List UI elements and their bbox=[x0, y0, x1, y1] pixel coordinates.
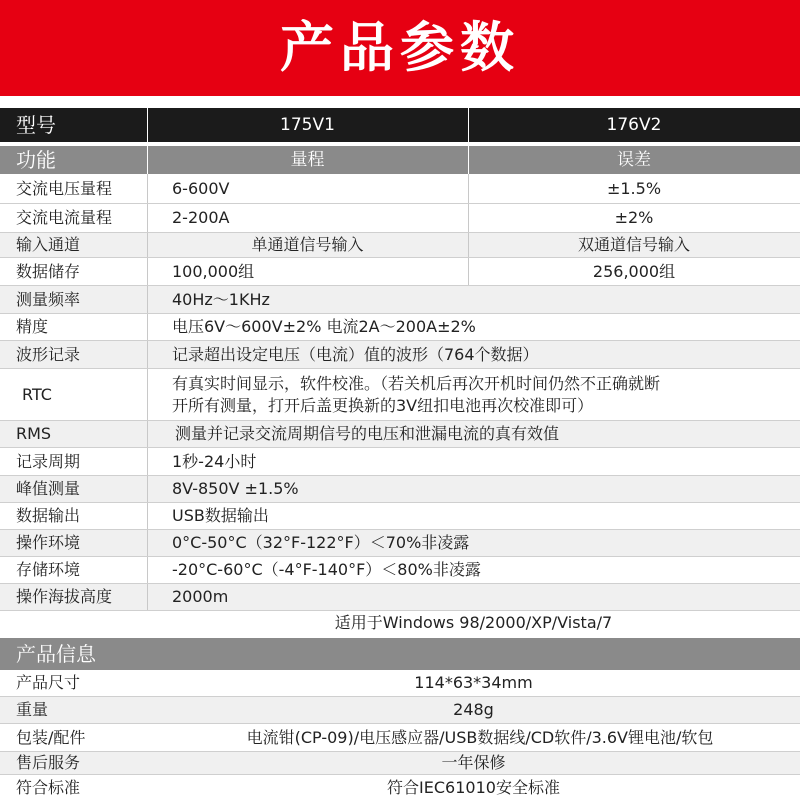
section-title: 产品信息 bbox=[16, 642, 96, 666]
row-error: ±1.5% bbox=[606, 178, 662, 198]
title-banner bbox=[0, 0, 800, 96]
row-label: 峰值测量 bbox=[16, 479, 81, 498]
table-row bbox=[0, 775, 800, 800]
row-label: RMS bbox=[16, 424, 52, 443]
row-label: 产品尺寸 bbox=[16, 673, 81, 692]
table-row bbox=[0, 341, 800, 368]
row-label: 记录周期 bbox=[16, 451, 81, 471]
model-a: 175V1 bbox=[280, 115, 335, 135]
row-error: ±2% bbox=[614, 208, 654, 227]
table-row bbox=[0, 314, 800, 340]
product-info-header bbox=[0, 638, 800, 670]
table-row bbox=[0, 174, 800, 203]
table-row bbox=[0, 258, 800, 285]
table-row bbox=[0, 476, 800, 502]
table-row bbox=[0, 369, 800, 420]
model-header-row bbox=[0, 108, 800, 142]
page-title: 产品参数 bbox=[280, 16, 520, 79]
rtc-line-1: 有真实时间显示，软件校准。（若关机后再次开机时间仍然不正确就断 bbox=[172, 373, 661, 393]
table-row bbox=[0, 584, 800, 610]
row-label: 输入通道 bbox=[16, 235, 81, 254]
row-label: 售后服务 bbox=[16, 753, 81, 772]
row-label: 存储环境 bbox=[16, 560, 81, 579]
table-row bbox=[0, 448, 800, 475]
row-label: 波形记录 bbox=[16, 344, 81, 364]
table-row bbox=[0, 724, 800, 751]
table-row bbox=[0, 752, 800, 774]
row-label: 数据输出 bbox=[16, 506, 81, 525]
row-value: -20°C-60°C（-4°F-140°F）＜80%非凌露 bbox=[172, 560, 481, 579]
model-label: 型号 bbox=[16, 113, 56, 137]
row-value bbox=[147, 369, 800, 420]
row-value: 符合IEC61010安全标准 bbox=[387, 777, 560, 797]
function-label: 功能 bbox=[16, 148, 56, 172]
table-row bbox=[0, 697, 800, 723]
table-row bbox=[0, 204, 800, 232]
row-value: 40Hz～1KHz bbox=[172, 289, 270, 309]
row-label: 数据储存 bbox=[16, 261, 81, 281]
rtc-line-2: 开所有测量，打开后盖更换新的3V纽扣电池再次校准即可） bbox=[172, 395, 594, 415]
windows-compat: 适用于Windows 98/2000/XP/Vista/7 bbox=[334, 613, 613, 632]
table-row bbox=[0, 503, 800, 529]
row-value: 114*63*34mm bbox=[414, 673, 533, 692]
row-label: 精度 bbox=[16, 317, 49, 336]
row-label: 交流电流量程 bbox=[16, 208, 113, 227]
row-value: 0°C-50°C（32°F-122°F）＜70%非凌露 bbox=[172, 533, 470, 552]
row-value: 记录超出设定电压（电流）值的波形（764个数据） bbox=[172, 344, 539, 364]
row-value-a: 100,000组 bbox=[172, 261, 255, 281]
row-value-b: 256,000组 bbox=[592, 261, 676, 281]
row-label: 测量频率 bbox=[16, 289, 81, 309]
function-header-row bbox=[0, 146, 800, 174]
row-value: 8V-850V ±1.5% bbox=[172, 479, 299, 498]
row-label: 操作海拔高度 bbox=[16, 587, 113, 606]
row-range: 2-200A bbox=[172, 208, 230, 227]
row-range: 6-600V bbox=[172, 178, 230, 198]
row-label: 包装/配件 bbox=[16, 727, 86, 747]
table-row bbox=[0, 530, 800, 556]
row-value: 一年保修 bbox=[441, 753, 506, 772]
error-label: 误差 bbox=[617, 150, 651, 170]
row-value-a: 单通道信号输入 bbox=[251, 235, 364, 254]
row-value: 电流钳(CP-09)/电压感应器/USB数据线/CD软件/3.6V锂电池/软包 bbox=[246, 727, 714, 747]
row-value: 2000m bbox=[172, 587, 229, 606]
row-value: 电压6V～600V±2% 电流2A～200A±2% bbox=[172, 317, 476, 336]
table-row bbox=[0, 557, 800, 583]
row-value: USB数据输出 bbox=[172, 506, 269, 525]
row-label: 操作环境 bbox=[16, 533, 81, 552]
row-value-b: 双通道信号输入 bbox=[577, 235, 690, 254]
row-value: 248g bbox=[453, 700, 494, 719]
row-label: 符合标准 bbox=[16, 777, 81, 797]
table-row bbox=[0, 421, 800, 447]
row-value: 1秒-24小时 bbox=[172, 451, 257, 471]
range-label: 量程 bbox=[290, 150, 325, 170]
row-label: 交流电压量程 bbox=[16, 178, 113, 198]
table-row bbox=[0, 670, 800, 696]
table-row bbox=[0, 233, 800, 257]
table-row bbox=[0, 286, 800, 313]
banner-gap bbox=[0, 96, 800, 108]
row-value: 测量并记录交流周期信号的电压和泄漏电流的真有效值 bbox=[175, 424, 560, 443]
table-row bbox=[0, 611, 800, 635]
model-b: 176V2 bbox=[606, 115, 662, 135]
row-label: 重量 bbox=[16, 700, 49, 719]
row-label: RTC bbox=[22, 384, 52, 404]
